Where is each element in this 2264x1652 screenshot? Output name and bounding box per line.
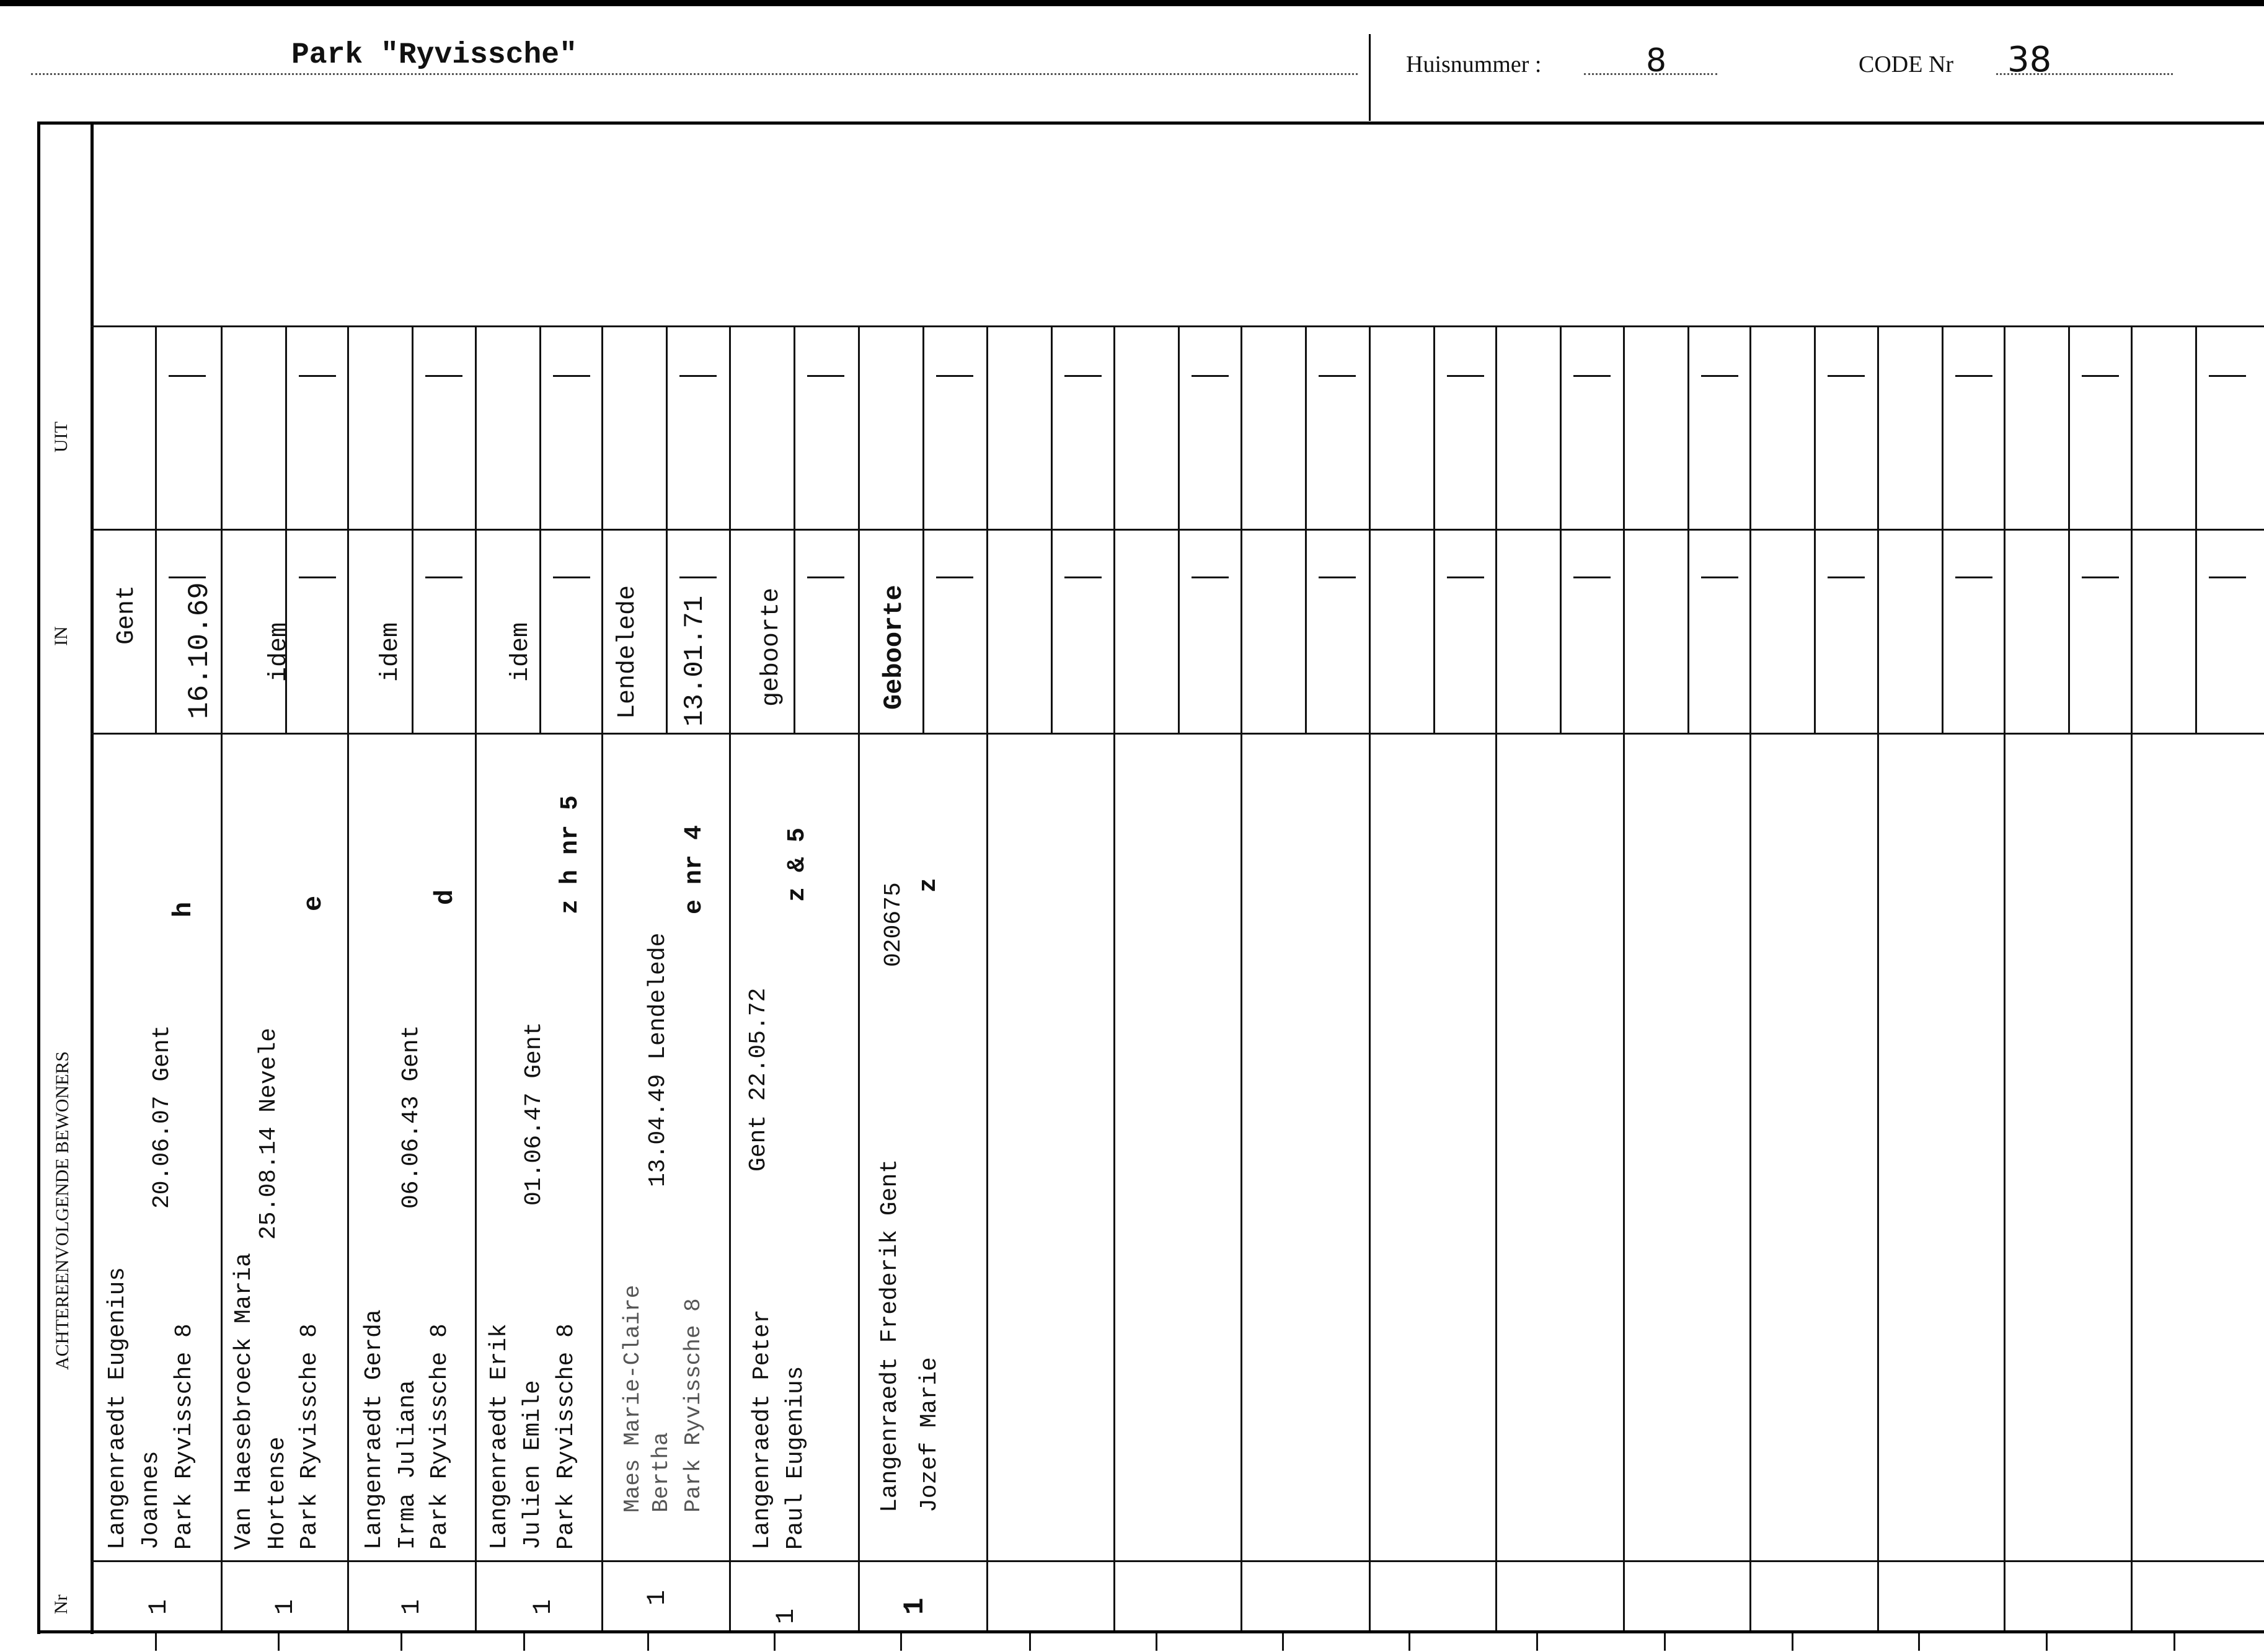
empty-dash [1319,576,1356,578]
resident-4-birth: 01.06.47 Gent [521,1022,547,1206]
label-nr: Nr [51,1594,71,1614]
row-divider-in-top [91,529,2264,531]
empty-dash [936,576,973,578]
resident-1-address: Park Ryvissche 8 [171,1323,198,1550]
empty-dash [299,375,336,377]
resident-1-mark: h [169,901,198,917]
empty-dash [1828,576,1865,578]
empty-dash [679,576,717,578]
empty-dash [553,576,590,578]
sub-column-divider [1560,325,1562,733]
header-divider [1369,34,1371,121]
nr-divider [91,1560,92,1630]
resident-1-in-date: 16.10.69 [184,582,216,719]
nr-divider [2131,1560,2133,1630]
bottom-tick [1664,1633,1666,1651]
empty-dash [679,375,717,377]
nr-divider [601,1560,603,1630]
column-divider [601,325,603,1560]
bottom-tick [400,1633,402,1651]
bottom-tick [1029,1633,1031,1651]
resident-7-birth: 020675 [880,882,907,967]
bottom-tick [278,1633,280,1651]
row-divider-uit-top [91,325,2264,327]
column-divider [1495,325,1497,1560]
row-divider-nr-top [91,1560,2264,1562]
empty-dash [1064,576,1102,578]
empty-dash [1955,576,1992,578]
code-value: 38 [2007,40,2052,80]
column-divider [2131,325,2133,1560]
resident-2-name: Van Haesebroeck Maria [231,1253,257,1550]
table-left-border [37,121,40,1634]
resident-2-firstnames: Hortense [264,1436,291,1550]
resident-1-firstnames: Joannes [138,1451,164,1550]
column-divider [2004,325,2005,1560]
empty-dash [1701,576,1738,578]
resident-4-name: Langenraedt Erik [486,1323,513,1550]
nr-divider [1240,1560,1242,1630]
house-number-value: 8 [1646,42,1667,79]
bottom-tick [1792,1633,1793,1651]
sub-column-divider [539,325,541,733]
bottom-tick [2173,1633,2175,1651]
column-divider [858,325,860,1560]
empty-dash [807,375,844,377]
table-top-border [37,121,2264,125]
empty-dash [169,576,206,578]
bottom-tick [523,1633,525,1651]
sub-column-divider [1433,325,1435,733]
resident-1-in-place: Gent [113,585,141,645]
nr-divider [1623,1560,1625,1630]
street-title: Park "Ryvissche" [291,38,577,72]
column-divider [1749,325,1751,1560]
resident-3-mark: d [430,889,460,905]
table-bottom-border [37,1630,2264,1633]
label-column-divider [91,121,94,1634]
empty-dash [1828,375,1865,377]
resident-2-birth: 25.08.14 Nevele [255,1027,282,1240]
empty-dash [1319,375,1356,377]
nr-divider [475,1560,477,1630]
street-dotline [31,73,1358,75]
label-in: IN [51,626,71,646]
bottom-tick [1282,1633,1284,1651]
resident-3-nr: 1 [397,1599,427,1615]
empty-dash [2082,576,2119,578]
resident-5-nr: 1 [642,1589,672,1606]
sub-column-divider [412,325,413,733]
resident-4-firstnames: Julien Emile [520,1380,546,1550]
resident-3-birth: 06.06.43 Gent [398,1025,425,1209]
resident-5-address: Park Ryvissche 8 [681,1298,706,1513]
nr-divider [2004,1560,2005,1630]
label-uit: UIT [51,422,71,453]
bottom-tick [2046,1633,2048,1651]
sub-column-divider [1814,325,1816,733]
sub-column-divider [1305,325,1307,733]
nr-divider [858,1560,860,1630]
empty-dash [169,375,206,377]
resident-4-nr: 1 [528,1599,558,1615]
resident-3-firstnames: Irma Juliana [394,1380,421,1550]
resident-4-in-place: idem [507,622,535,682]
nr-divider [986,1560,988,1630]
column-divider [1113,325,1115,1560]
column-divider [986,325,988,1560]
sub-column-divider [922,325,924,733]
bottom-tick [1156,1633,1157,1651]
resident-4-mark: z h nr 5 [557,795,585,914]
resident-5-birth: 13.04.49 Lendelede [645,932,671,1187]
empty-dash [1447,375,1484,377]
empty-dash [553,375,590,377]
bottom-tick [900,1633,902,1651]
nr-divider [1877,1560,1879,1630]
resident-7-name: Langenraedt Frederik Gent [877,1159,903,1513]
resident-5-firstnames: Bertha [648,1432,674,1513]
sub-column-divider [794,325,795,733]
empty-dash [2209,576,2246,578]
nr-divider [221,1560,223,1630]
resident-1-birth: 20.06.07 Gent [149,1025,175,1209]
bottom-tick [774,1633,776,1651]
empty-dash [299,576,336,578]
resident-2-nr: 1 [270,1599,300,1615]
resident-5-mark: e nr 4 [681,824,709,914]
top-border [0,0,2264,6]
empty-dash [1192,576,1229,578]
empty-dash [1447,576,1484,578]
bottom-tick [155,1633,157,1651]
code-label: CODE Nr [1859,51,1954,77]
column-divider [1623,325,1625,1560]
column-divider [1877,325,1879,1560]
code-dotline [1996,73,2173,75]
resident-2-mark: e [299,895,329,911]
nr-divider [1369,1560,1371,1630]
empty-dash [936,375,973,377]
column-divider [475,325,477,1560]
resident-3-name: Langenraedt Gerda [361,1309,387,1550]
resident-7-mark: z [915,877,943,893]
resident-6-name: Langenraedt Peter [749,1309,776,1550]
nr-divider [1749,1560,1751,1630]
resident-1-name: Langenraedt Eugenius [104,1266,131,1550]
sub-column-divider [2068,325,2070,733]
resident-3-in-place: idem [377,622,405,682]
sub-column-divider [1178,325,1180,733]
nr-divider [347,1560,349,1630]
resident-2-in-place: idem [265,622,293,682]
sub-column-divider [1051,325,1053,733]
resident-2-address: Park Ryvissche 8 [296,1323,323,1550]
resident-1-nr: 1 [144,1599,174,1615]
empty-dash [1573,375,1611,377]
empty-dash [1192,375,1229,377]
sub-column-divider [1687,325,1689,733]
resident-5-in-place: Lendelede [614,585,642,719]
empty-dash [1573,576,1611,578]
empty-dash [425,576,462,578]
column-divider [729,325,731,1560]
resident-3-address: Park Ryvissche 8 [427,1323,453,1550]
row-divider-bewoners-top [91,733,2264,735]
empty-dash [2209,375,2246,377]
resident-6-in-place: geboorte [758,587,785,707]
empty-dash [1064,375,1102,377]
bottom-tick [1536,1633,1538,1651]
nr-divider [1113,1560,1115,1630]
column-divider [1240,325,1242,1560]
label-bewoners: ACHTEREENVOLGENDE BEWONERS [52,1051,73,1370]
sub-column-divider [666,325,668,733]
resident-6-nr: 1 [771,1608,801,1624]
sub-column-divider [155,325,157,733]
resident-6-birth: Gent 22.05.72 [745,987,772,1172]
sub-column-divider [2195,325,2197,733]
resident-5-in-date: 13.01.71 [679,595,710,727]
column-divider [347,325,349,1560]
sub-column-divider [1942,325,1943,733]
resident-7-nr: 1 [899,1597,931,1615]
column-divider [1369,325,1371,1560]
empty-dash [1955,375,1992,377]
empty-dash [425,375,462,377]
empty-dash [1701,375,1738,377]
bottom-tick [1408,1633,1410,1651]
bottom-tick [647,1633,649,1651]
nr-divider [1495,1560,1497,1630]
resident-6-firstnames: Paul Eugenius [782,1366,809,1550]
empty-dash [2082,375,2119,377]
bottom-tick [1918,1633,1920,1651]
empty-dash [807,576,844,578]
column-divider [221,325,223,1560]
resident-4-address: Park Ryvissche 8 [553,1323,580,1550]
house-number-label: Huisnummer : [1406,51,1542,77]
house-dotline [1584,73,1717,75]
resident-6-mark: z & 5 [784,827,811,902]
resident-7-in-place: Geboorte [879,585,909,710]
nr-divider [729,1560,731,1630]
resident-7-firstnames: Jozef Marie [916,1357,943,1513]
resident-5-name: Maes Marie-Claire [620,1284,645,1513]
